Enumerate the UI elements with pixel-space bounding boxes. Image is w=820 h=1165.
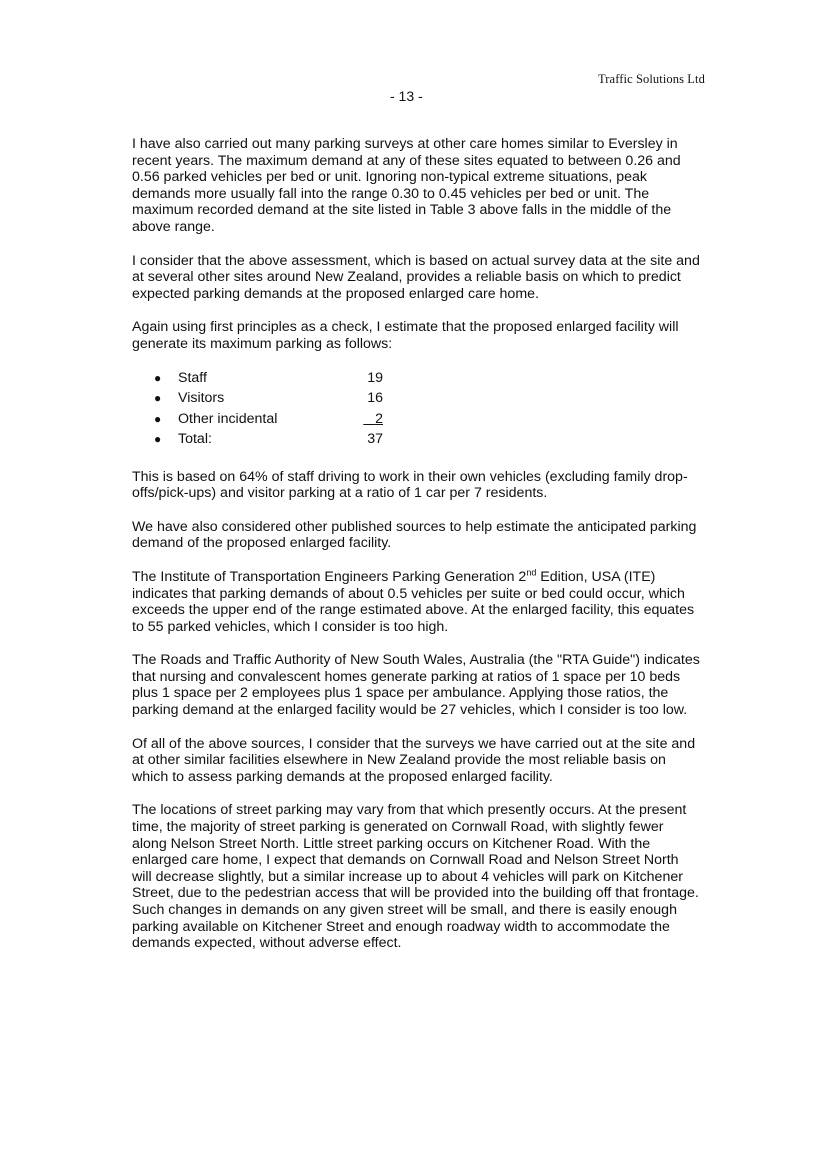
paragraph-street-parking: The locations of street parking may vary from that which presently occurs. At the present time, the majority of street parking is generated on Cornwall Road, with slightly fewer along Nelson Street North. Little street parking occurs on Kitchener Road. With the enlarged care home, I expect that demands on Cornwall Road and Nelson Street North will decrease slightly, but a similar increase up to about 4 vehicles will park on Kitchener Street, due to the pedestrian access that will be provided into the building off that frontage. Such changes in demands on any given street will be small, and there is easily enough parking available on Kitchener Street and enough roadway width to accommodate the demands expected, without adverse effect.	[132, 802, 699, 952]
list-item-label: Other incidental	[178, 410, 278, 427]
list-item-value: 19	[367, 369, 383, 386]
paragraph-assessment: I consider that the above assessment, which is based on actual survey data at the site and at several other sites around New Zealand, provides a reliable basis on which to predict expected parking demands at the proposed enlarged care home.	[132, 252, 700, 302]
paragraph-ite: The Institute of Transportation Engineers Parking Generation 2nd Edition, USA (ITE) indicates that parking demands of about 0.5 vehicles per suite or bed could occur, which exceeds the upper end of the range estimated above. At the enlarged facility, this equates to 55 parked vehicles, which I consider is too high.	[132, 567, 695, 635]
list-item	[132, 411, 702, 432]
list-item	[132, 431, 702, 452]
list-item	[132, 390, 702, 411]
list-item-value: 2	[375, 410, 383, 427]
paragraph-surveys: I have also carried out many parking surveys at other care homes similar to Eversley in recent years. The maximum demand at any of these sites equated to between 0.26 and 0.56 parked vehicles per bed or unit. Ignoring non-typical extreme situations, peak demands more usually fall into the range 0.30 to 0.45 vehicles per bed or unit. The maximum recorded demand at the site listed in Table 3 above falls in the middle of the above range.	[132, 136, 681, 235]
paragraph-conclusion: Of all of the above sources, I consider that the surveys we have carried out at the site and at other similar facilities elsewhere in New Zealand provide the most reliable basis on which to assess parking demands at the proposed enlarged facility.	[132, 735, 696, 785]
bullet-icon: ●	[154, 432, 162, 447]
bullet-icon: ●	[154, 411, 162, 426]
bullet-icon: ●	[154, 391, 162, 406]
list-item-label: Staff	[178, 369, 207, 386]
paragraph-rta: The Roads and Traffic Authority of New South Wales, Australia (the "RTA Guide") indicates that nursing and convalescent homes generate parking at ratios of 1 space per 10 beds plus 1 space per 2 employees plus 1 space per ambulance. Applying those ratios, the parking demand at the enlarged facility would be 27 vehicles, which I consider is too low.	[132, 652, 700, 719]
document-body	[132, 136, 702, 969]
paragraph-other-sources: We have also considered other published sources to help estimate the anticipated parking demand of the proposed enlarged facility.	[132, 518, 697, 552]
paragraph-first-principles: Again using first principles as a check, I estimate that the proposed enlarged facility will generate its maximum parking as follows:	[132, 319, 679, 352]
list-item-value: 37	[367, 431, 383, 448]
list-item-value: 16	[367, 390, 383, 407]
bullet-icon: ●	[154, 370, 162, 385]
paragraph-staff-basis: This is based on 64% of staff driving to work in their own vehicles (excluding family drop-offs/pick-ups) and visitor parking at a ratio of 1 car per 7 residents.	[132, 468, 688, 502]
list-item-label: Visitors	[178, 390, 225, 407]
list-item-label: Total:	[178, 431, 212, 448]
list-item	[132, 370, 702, 391]
company-name: Traffic Solutions Ltd	[598, 72, 705, 86]
page-number: - 13 -	[390, 88, 423, 104]
parking-estimate-list	[132, 370, 702, 452]
